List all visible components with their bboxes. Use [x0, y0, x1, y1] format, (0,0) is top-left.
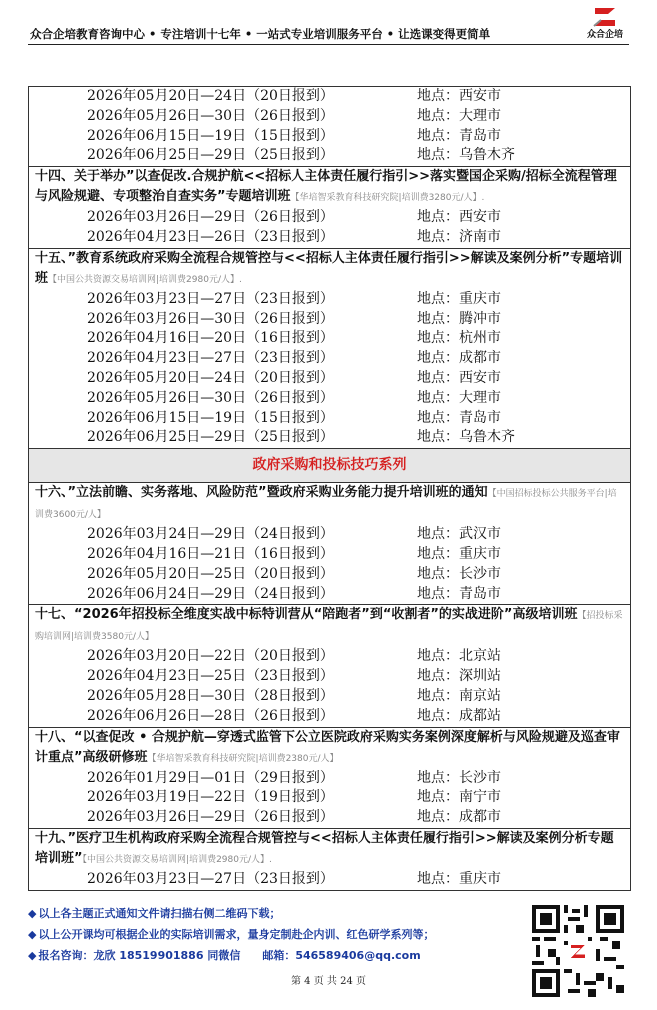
- footer-note-contact[interactable]: ◆ 报名咨询：龙欣 18519901886 同微信 邮箱：546589406@qq.com: [28, 949, 421, 962]
- session-row: [29, 687, 630, 707]
- session-row: [29, 707, 630, 727]
- session-row: [29, 788, 630, 808]
- header-slogan: 众合企培教育咨询中心 • 专注培训十七年 • 一站式专业培训服务平台 • 让选课变得更简单: [30, 27, 491, 41]
- session-date: 2026年05月28日—30日（28日报到）: [87, 687, 334, 704]
- footer-note-custom: ◆ 以上公开课均可根据企业的实际培训需求，量身定制赴企内训、红色研学系列等；: [28, 928, 435, 941]
- session-row: [29, 329, 630, 349]
- course-organizer: 【招投标采购培训网|培训费3580元/人】: [35, 611, 623, 643]
- page-number: 第 4 页 共 24 页: [291, 976, 366, 987]
- session-date: 2026年04月16日—20日（16日报到）: [87, 330, 334, 347]
- course-table: [28, 86, 631, 891]
- session-location: 地点：西安市: [417, 369, 501, 386]
- course-organizer: 【中国公共资源交易培训网|培训费2980元/人】.: [82, 854, 272, 865]
- diamond-icon: ◆: [28, 949, 37, 962]
- session-date: 2026年06月25日—29日（25日报到）: [87, 429, 334, 446]
- session-date: 2026年06月26日—28日（26日报到）: [87, 707, 334, 724]
- session-date: 2026年03月26日—30日（26日报到）: [87, 310, 334, 327]
- session-date: 2026年03月23日—27日（23日报到）: [87, 870, 334, 887]
- session-row: [29, 369, 630, 389]
- session-row: [29, 127, 630, 147]
- session-row: [29, 290, 630, 310]
- session-location: 地点：重庆市: [417, 290, 501, 307]
- session-location: 地点：长沙市: [417, 565, 501, 582]
- session-row: [29, 667, 630, 687]
- session-date: 2026年05月20日—24日（20日报到）: [87, 369, 334, 386]
- session-location: 地点：成都站: [417, 707, 501, 724]
- course-block: [29, 728, 630, 829]
- course-title[interactable]: [29, 167, 630, 208]
- session-row: [29, 349, 630, 369]
- session-location: 地点：腾冲市: [417, 310, 501, 327]
- course-block: [29, 483, 630, 605]
- session-date: 2026年04月23日—25日（23日报到）: [87, 668, 334, 685]
- session-location: 地点：长沙市: [417, 769, 501, 786]
- session-date: 2026年03月23日—27日（23日报到）: [87, 290, 334, 307]
- session-date: 2026年05月26日—30日（26日报到）: [87, 107, 334, 124]
- session-row: [29, 769, 630, 789]
- session-row: [29, 647, 630, 667]
- session-date: 2026年06月25日—29日（25日报到）: [87, 147, 334, 164]
- course-organizer: 【中国招标投标公共服务平台|培训费3600元/人】: [35, 489, 617, 521]
- page-header: [0, 0, 657, 44]
- session-location: 地点：武汉市: [417, 526, 501, 543]
- header-divider: [28, 44, 629, 45]
- diamond-icon: ◆: [28, 907, 37, 920]
- session-date: 2026年05月20日—25日（20日报到）: [87, 565, 334, 582]
- course-organizer: 【华培智采教育科技研究院|培训费3280元/人】.: [290, 193, 485, 204]
- course-title-text: 十五、”教育系统政府采购全流程合规管控与<<招标人主体责任履行指引>>解读及案例分析”专题培训班: [35, 250, 623, 286]
- session-location: 地点：乌鲁木齐: [417, 147, 515, 164]
- session-location: 地点：济南市: [417, 228, 501, 245]
- session-row: [29, 87, 630, 107]
- session-row: [29, 228, 630, 248]
- course-title[interactable]: [29, 605, 630, 647]
- session-row: [29, 428, 630, 448]
- session-date: 2026年05月20日—24日（20日报到）: [87, 88, 334, 104]
- session-date: 2026年04月23日—27日（23日报到）: [87, 350, 334, 367]
- course-title[interactable]: [29, 728, 630, 769]
- session-date: 2026年06月24日—29日（24日报到）: [87, 585, 334, 602]
- session-row: [29, 870, 630, 890]
- course-title-text: 十九、”医疗卫生机构政府采购全流程合规管控与<<招标人主体责任履行指引>>解读及案例分析专题培训班”: [35, 830, 614, 866]
- session-row: [29, 525, 630, 545]
- footer-notes: [28, 903, 434, 966]
- course-title-text: 十六、”立法前瞻、实务落地、风险防范”暨政府采购业务能力提升培训班的通知: [35, 485, 488, 501]
- session-location: 地点：青岛市: [417, 409, 501, 426]
- course-organizer: 【中国公共资源交易培训网|培训费2980元/人】.: [48, 274, 242, 285]
- session-row: [29, 585, 630, 605]
- course-title[interactable]: [29, 829, 630, 870]
- session-row: [29, 310, 630, 330]
- session-row: [29, 107, 630, 127]
- course-block: [29, 829, 630, 890]
- session-row: [29, 409, 630, 429]
- session-location: 地点：乌鲁木齐: [417, 429, 515, 446]
- session-location: 地点：成都市: [417, 809, 501, 826]
- footer-note-qr: ◆ 以上各主题正式通知文件请扫描右侧二维码下载；: [28, 907, 281, 920]
- course-block: [29, 249, 630, 449]
- session-location: 地点：南宁市: [417, 789, 501, 806]
- session-location: 地点：大理市: [417, 389, 501, 406]
- course-title[interactable]: [29, 483, 630, 525]
- logo-text: 众合企培: [586, 30, 623, 40]
- session-location: 地点：南京站: [417, 687, 501, 704]
- session-row: [29, 808, 630, 828]
- session-date: 2026年03月20日—22日（20日报到）: [87, 648, 334, 665]
- course-organizer: 【华培智采教育科技研究院|培训费2380元/人】: [147, 753, 339, 764]
- session-date: 2026年06月15日—19日（15日报到）: [87, 127, 334, 144]
- session-date: 2026年03月26日—29日（26日报到）: [87, 209, 334, 226]
- session-date: 2026年04月16日—21日（16日报到）: [87, 545, 334, 562]
- session-row: [29, 389, 630, 409]
- session-location: 地点：西安市: [417, 88, 501, 104]
- brand-logo: [583, 6, 627, 42]
- course-title-text: 十八、“以查促改 • 合规护航—穿透式监管下公立医院政府采购实务案例深度解析与风险规避及巡查审计重点”高级研修班: [35, 729, 620, 765]
- session-location: 地点：深圳站: [417, 668, 501, 685]
- course-title-text: 十四、关于举办”以查促改.合规护航<<招标人主体责任履行指引>>落实暨国企采购/招标全流程管理与风险规避、专项整治自查实务”专题培训班: [35, 169, 617, 205]
- session-location: 地点：西安市: [417, 209, 501, 226]
- session-date: 2026年04月23日—26日（23日报到）: [87, 228, 334, 245]
- course-block: [29, 605, 630, 727]
- session-location: 地点：青岛市: [417, 127, 501, 144]
- session-row: [29, 545, 630, 565]
- session-location: 地点：重庆市: [417, 870, 501, 887]
- session-date: 2026年06月15日—19日（15日报到）: [87, 409, 334, 426]
- course-title-text: 十七、“2026年招投标全维度实战中标特训营从“陪跑者”到“收割者”的实战进阶”高级培训班: [35, 607, 578, 623]
- session-location: 地点：重庆市: [417, 545, 501, 562]
- course-title[interactable]: [29, 249, 630, 290]
- session-date: 2026年03月19日—22日（19日报到）: [87, 789, 334, 806]
- session-location: 地点：北京站: [417, 648, 501, 665]
- session-date: 2026年01月29日—01日（29日报到）: [87, 769, 334, 786]
- session-date: 2026年05月26日—30日（26日报到）: [87, 389, 334, 406]
- session-location: 地点：青岛市: [417, 585, 501, 602]
- session-row: [29, 565, 630, 585]
- session-date: 2026年03月24日—29日（24日报到）: [87, 526, 334, 543]
- course-block: [29, 167, 630, 249]
- logo-z-icon: [591, 6, 619, 28]
- session-date: 2026年03月26日—29日（26日报到）: [87, 809, 334, 826]
- section-heading: 政府采购和投标技巧系列: [29, 449, 630, 483]
- course-block: [29, 87, 630, 167]
- session-location: 地点：成都市: [417, 350, 501, 367]
- session-row: [29, 208, 630, 228]
- session-row: [29, 146, 630, 166]
- diamond-icon: ◆: [28, 928, 37, 941]
- session-location: 地点：杭州市: [417, 330, 501, 347]
- session-location: 地点：大理市: [417, 107, 501, 124]
